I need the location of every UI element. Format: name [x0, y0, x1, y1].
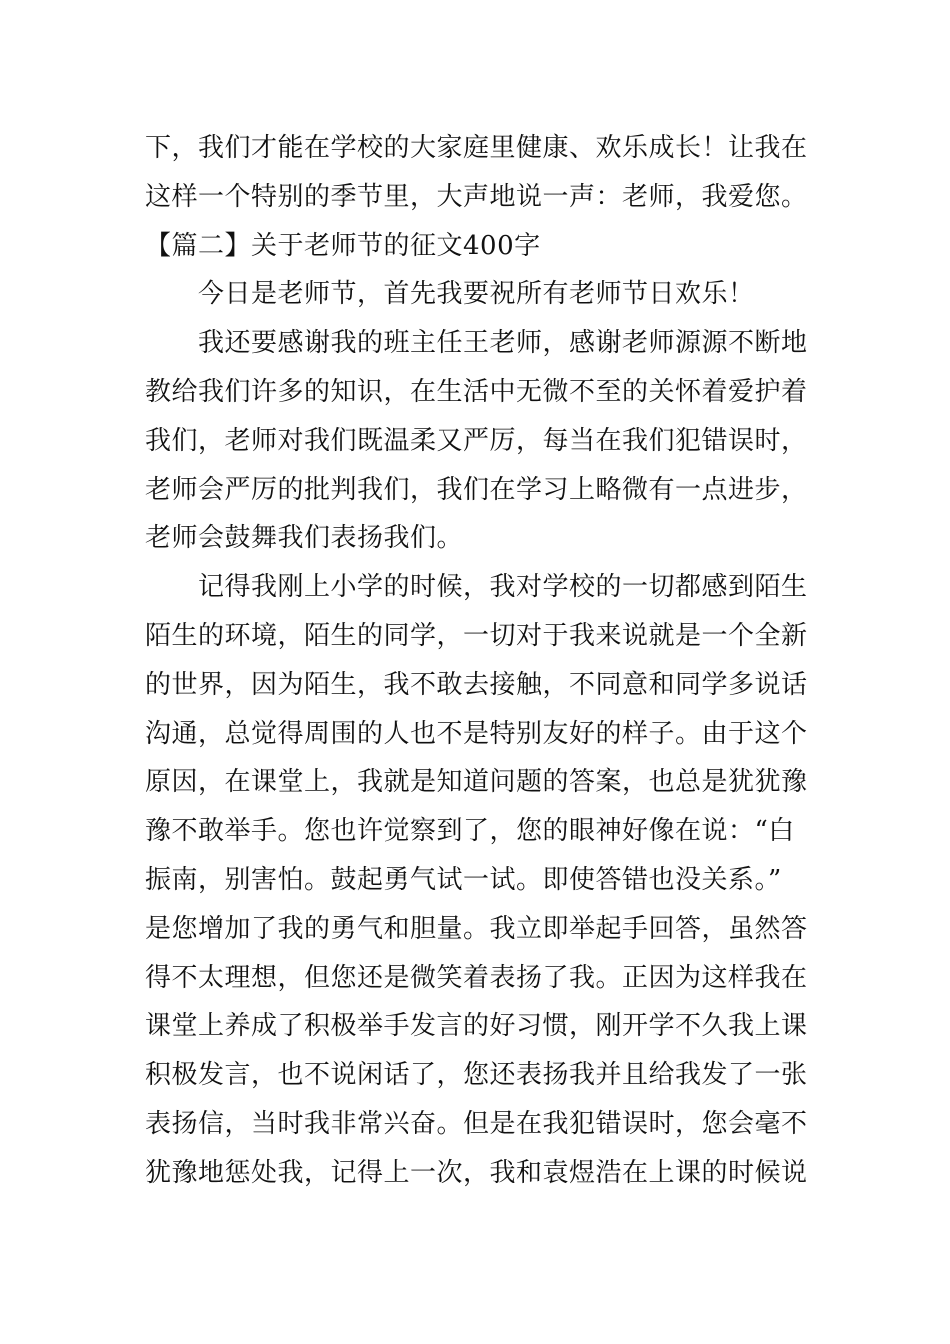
text-line: 我们，老师对我们既温柔又严厉，每当在我们犯错误时， [145, 425, 808, 456]
text-line: 今日是老师节，首先我要祝所有老师节日欢乐！ [145, 279, 755, 310]
text-line: 是您增加了我的勇气和胆量。我立即举起手回答，虽然答 [145, 913, 808, 944]
essay-text [145, 124, 815, 1198]
text-line: 原因，在课堂上，我就是知道问题的答案，也总是犹犹豫 [145, 767, 808, 798]
text-line: 豫不敢举手。您也许觉察到了，您的眼神好像在说：“白 [145, 816, 795, 847]
text-line: 的世界，因为陌生，我不敢去接触，不同意和同学多说话 [145, 669, 808, 700]
text-line: 我还要感谢我的班主任王老师，感谢老师源源不断地 [145, 328, 808, 359]
section-heading: 【篇二】关于老师节的征文400字 [145, 230, 541, 261]
text-line: 老师会鼓舞我们表扬我们。 [145, 523, 464, 554]
text-line: 记得我刚上小学的时候，我对学校的一切都感到陌生 [145, 572, 808, 603]
text-line: 这样一个特别的季节里，大声地说一声：老师，我爱您。 [145, 181, 808, 212]
text-line: 得不太理想，但您还是微笑着表扬了我。正因为这样我在 [145, 962, 808, 993]
text-line: 沟通，总觉得周围的人也不是特别友好的样子。由于这个 [145, 718, 808, 749]
text-line: 陌生的环境，陌生的同学，一切对于我来说就是一个全新 [145, 620, 808, 651]
text-line: 下，我们才能在学校的大家庭里健康、欢乐成长！让我在 [145, 133, 808, 163]
text-line: 积极发言，也不说闲话了，您还表扬我并且给我发了一张 [145, 1060, 808, 1091]
text-line: 犹豫地惩处我，记得上一次，我和袁煜浩在上课的时候说 [145, 1157, 808, 1188]
text-line: 课堂上养成了积极举手发言的好习惯，刚开学不久我上课 [145, 1011, 808, 1042]
text-line: 表扬信，当时我非常兴奋。但是在我犯错误时，您会毫不 [145, 1108, 808, 1139]
text-line: 振南，别害怕。鼓起勇气试一试。即使答错也没关系。” [145, 864, 782, 895]
text-line: 教给我们许多的知识，在生活中无微不至的关怀着爱护着 [145, 376, 808, 407]
text-line: 老师会严厉的批判我们，我们在学习上略微有一点进步， [145, 474, 808, 505]
